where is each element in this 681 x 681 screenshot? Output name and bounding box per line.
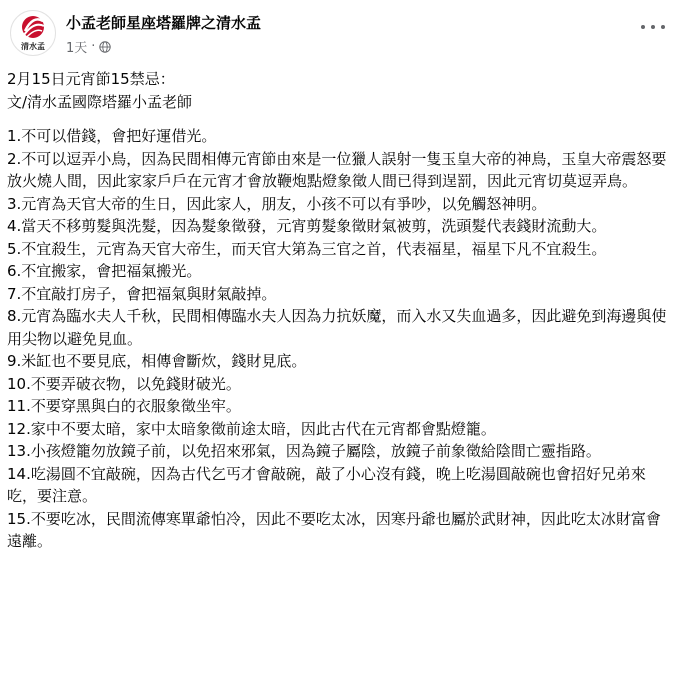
list-item: 14.吃湯圓不宜敲碗，因為古代乞丐才會敲碗，敲了小心沒有錢，晚上吃湯圓敲碗也會招好兄弟來吃，要注意。 [7,464,646,505]
avatar[interactable] [10,10,56,56]
list-item: 1.不可以借錢，會把好運借光。 [7,127,217,145]
post-header [10,10,671,60]
list-item: 3.元宵為天官大帝的生日，因此家人，朋友，小孩不可以有爭吵，以免觸怒神明。 [7,194,547,213]
more-options-dot [651,25,655,29]
page-name[interactable]: 小孟老師星座塔羅牌之清水孟 [66,14,262,32]
paragraph-spacer [7,113,675,125]
list-item: 8.元宵為臨水夫人千秋，民間相傳臨水夫人因為力抗妖魔，而入水又失血過多，因此避免到海邊與使用尖物以避免見血。 [7,307,667,348]
post-timestamp[interactable]: 1天 [66,41,88,56]
post-title: 2月15日元宵節15禁忌： [7,70,175,88]
list-item: 9.米缸也不要見底，相傳會斷炊，錢財見底。 [7,352,307,370]
more-options-icon [641,25,645,29]
post-meta [66,37,111,56]
list-item: 11.不要穿黑與白的衣服象徵坐牢。 [7,397,241,415]
more-options-dot [661,25,665,29]
list-item: 7.不宜敲打房子，會把福氣與財氣敲掉。 [7,284,277,303]
avatar-text: 清水孟 [21,41,45,51]
list-item: 15.不要吃冰，民間流傳寒單爺怕冷，因此不要吃太冰，因寒丹爺也屬於武財神，因此吃太冰財富會遠離。 [7,509,661,550]
meta-separator: · [91,39,96,54]
globe-icon [99,41,111,53]
list-item: 2.不可以逗弄小鳥，因為民間相傳元宵節由來是一位獵人誤射一隻玉皇大帝的神鳥，玉皇大帝震怒要放火燒人間，因此家家戶戶在元宵才會放鞭炮點燈象徵人間已得到逞罰，因此元宵切莫逗弄鳥。 [7,149,667,190]
list-item: 6.不宜搬家，會把福氣搬光。 [7,262,202,280]
list-item: 12.家中不要太暗，家中太暗象徵前途太暗，因此古代在元宵都會點燈籠。 [7,419,496,438]
list-item: 4.當天不移剪髮與洗髮，因為髮象徵發，元宵剪髮象徵財氣被剪，洗頭髮代表錢財流動大。 [7,217,607,235]
list-item: 5.不宜殺生，元宵為天官大帝生，而天官大第為三官之首，代表福星，福星下凡不宜殺生。 [7,239,607,258]
more-options-button[interactable] [641,20,665,34]
post-author: 文/清水孟國際塔羅小孟老師 [7,92,193,111]
post-content [7,68,675,553]
list-item: 10.不要弄破衣物，以免錢財破光。 [7,374,241,393]
list-item: 13.小孩燈籠勿放鏡子前，以免招來邪氣，因為鏡子屬陰，放鏡子前象徵給陰間亡靈指路。 [7,442,601,460]
